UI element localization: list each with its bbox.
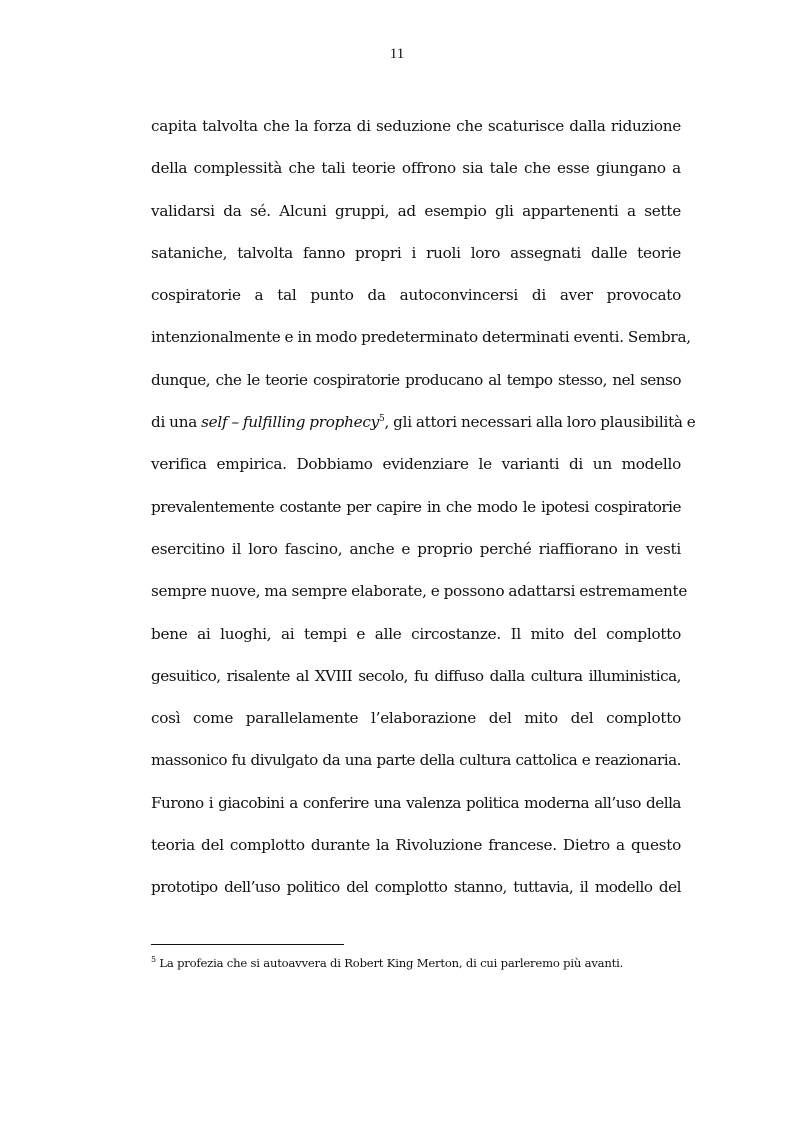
text-run: , gli attori necessari alla loro plausibilità e bbox=[384, 413, 696, 432]
text-line: prevalentemente costante per capire in che modo le ipotesi cospiratorie bbox=[151, 497, 681, 516]
text-line: sataniche, talvolta fanno propri i ruoli loro assegnati dalle teorie bbox=[151, 243, 681, 262]
text-line: capita talvolta che la forza di seduzione che scaturisce dalla riduzione bbox=[151, 117, 681, 135]
text-line: massonico fu divulgato da una parte della cultura cattolica e reazionaria. bbox=[151, 751, 681, 770]
footnote-reference[interactable]: 5 bbox=[378, 414, 385, 425]
text-line: verifica empirica. Dobbiamo evidenziare le varianti di un modello bbox=[151, 455, 681, 474]
footnote-number: 5 bbox=[151, 955, 156, 965]
text-line: sempre nuove, ma sempre elaborate, e possono adattarsi estremamente bbox=[151, 582, 688, 601]
text-line: esercitino il loro fascino, anche e proprio perché riaffiorano in vesti bbox=[151, 539, 681, 558]
text-line: della complessità che tali teorie offrono sia tale che esse giungano a bbox=[151, 159, 681, 178]
text-line: intenzionalmente e in modo predeterminato determinati eventi. Sembra, bbox=[151, 328, 691, 347]
text-line: bene ai luoghi, ai tempi e alle circostanze. Il mito del complotto bbox=[151, 624, 681, 643]
text-line: così come parallelamente l’elaborazione del mito del complotto bbox=[151, 709, 681, 728]
text-line: dunque, che le teorie cospiratorie producano al tempo stesso, nel senso bbox=[151, 370, 681, 389]
text-line: gesuitico, risalente al XVIII secolo, fu diffuso dalla cultura illuministica, bbox=[151, 666, 681, 685]
text-line-with-footnote-ref bbox=[151, 404, 696, 446]
text-line: cospiratorie a tal punto da autoconvincersi di aver provocato bbox=[151, 286, 681, 305]
text-line: prototipo dell’uso politico del complotto stanno, tuttavia, il modello del bbox=[151, 878, 681, 897]
footnote bbox=[151, 954, 691, 972]
text-line: Furono i giacobini a conferire una valenza politica moderna all’uso della bbox=[151, 793, 681, 812]
text-run: di una bbox=[151, 413, 202, 432]
page-number: 11 bbox=[389, 46, 405, 62]
text-line: teoria del complotto durante la Rivoluzione francese. Dietro a questo bbox=[151, 836, 681, 855]
footnote-text: La profezia che si autoavvera di Robert King Merton, di cui parleremo più avanti. bbox=[155, 956, 624, 970]
italic-phrase: self – fulfilling prophecy bbox=[201, 413, 379, 432]
text-line: validarsi da sé. Alcuni gruppi, ad esempio gli appartenenti a sette bbox=[151, 201, 681, 220]
body-text bbox=[151, 108, 696, 912]
footnote-separator bbox=[151, 944, 344, 945]
